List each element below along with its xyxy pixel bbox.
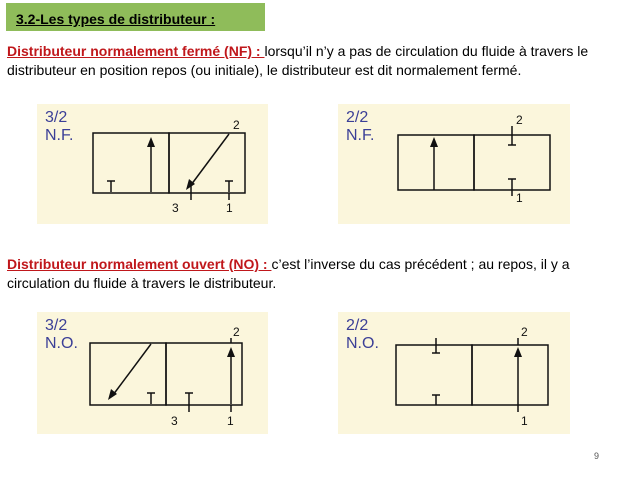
port-3-label: 3 xyxy=(171,414,178,428)
flow-line-diagonal xyxy=(191,134,229,185)
port-3-label: 3 xyxy=(172,201,179,215)
diagram-type-label: 3/2 xyxy=(45,109,68,126)
port-2-label: 2 xyxy=(521,325,528,339)
left-box-symbols xyxy=(113,344,155,404)
right-box-symbols xyxy=(508,126,516,196)
diagram-3-2-nf-drawing xyxy=(37,104,268,224)
diagram-type-label: 2/2 xyxy=(346,109,369,126)
diagram-state-label: N.O. xyxy=(45,335,78,352)
position-box-left xyxy=(396,345,472,405)
port-1-label: 1 xyxy=(227,414,234,428)
diagram-2-2-nf-drawing xyxy=(338,104,570,224)
right-box-symbols xyxy=(185,338,231,412)
diagram-2-2-no xyxy=(338,312,570,434)
flow-arrowhead xyxy=(147,137,155,147)
port-1-label: 1 xyxy=(226,201,233,215)
flow-arrowhead xyxy=(227,347,235,357)
diagram-state-label: N.O. xyxy=(346,335,379,352)
no-text: c’est l’inverse du cas précédent ; au repos, il y a circulation du fluide à travers le distributeur. xyxy=(7,256,570,291)
position-box-left xyxy=(93,133,169,193)
diagram-state-label: N.F. xyxy=(45,127,74,144)
diagram-state-label: N.F. xyxy=(346,127,375,144)
port-1-label: 1 xyxy=(521,414,528,428)
flow-arrowhead xyxy=(514,347,522,357)
port-2-label: 2 xyxy=(516,113,523,127)
no-paragraph xyxy=(7,255,633,293)
right-box-symbols xyxy=(191,134,233,200)
diagram-3-2-nf xyxy=(37,104,268,224)
flow-line-diagonal xyxy=(113,344,151,395)
nf-lead: Distributeur normalement fermé (NF) : xyxy=(7,43,265,59)
position-box-right xyxy=(472,345,548,405)
section-title-box xyxy=(6,3,265,31)
diagram-type-label: 3/2 xyxy=(45,317,68,334)
diagram-2-2-nf xyxy=(338,104,570,224)
page-number: 9 xyxy=(594,451,600,461)
diagram-3-2-no-drawing xyxy=(37,312,268,434)
left-box-symbols xyxy=(432,338,440,405)
port-1-label: 1 xyxy=(516,191,523,205)
diagram-3-2-no xyxy=(37,312,268,434)
port-2-label: 2 xyxy=(233,118,240,132)
diagram-2-2-no-drawing xyxy=(338,312,570,434)
section-title: 3.2-Les types de distributeur : xyxy=(16,11,216,27)
no-lead: Distributeur normalement ouvert (NO) : xyxy=(7,256,272,272)
left-box-symbols xyxy=(107,145,151,192)
flow-arrowhead xyxy=(430,137,438,147)
nf-paragraph xyxy=(7,42,633,80)
port-2-label: 2 xyxy=(233,325,240,339)
nf-text: lorsqu’il n’y a pas de circulation du fluide à travers le distributeur en position repos (ou initiale), le distributeur est dit normalement fermé. xyxy=(7,43,589,78)
diagram-type-label: 2/2 xyxy=(346,317,369,334)
